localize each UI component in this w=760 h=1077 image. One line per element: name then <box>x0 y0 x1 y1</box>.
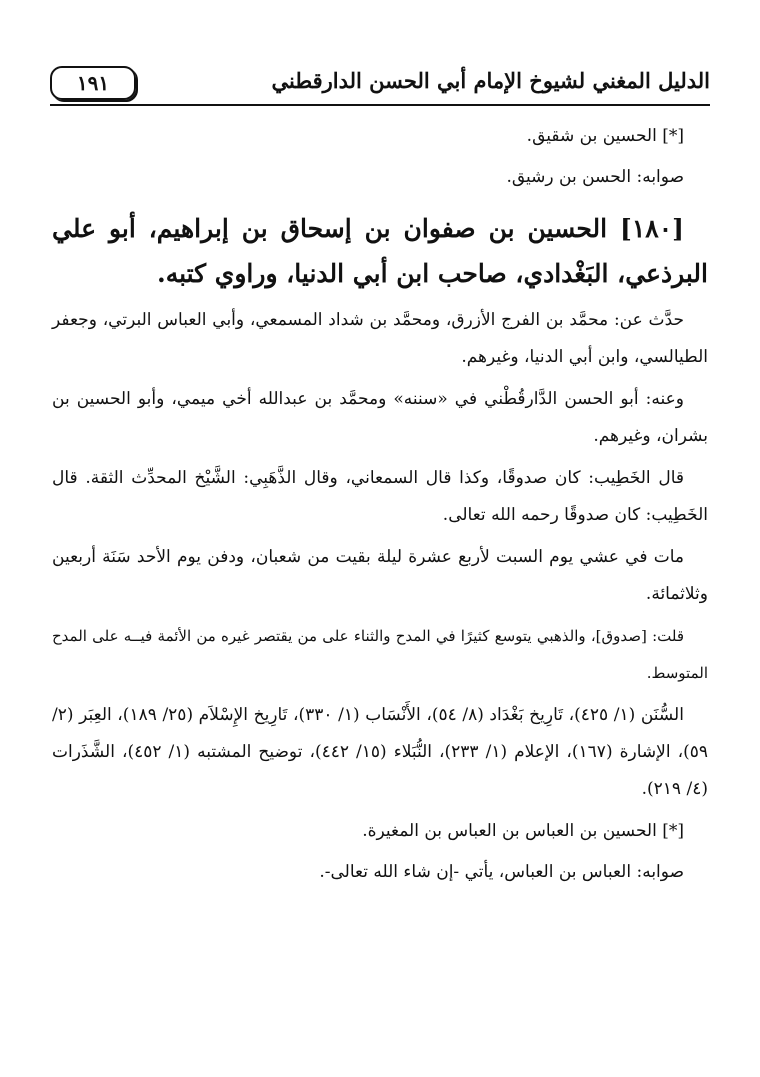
page-body <box>52 118 708 895</box>
sources-list: السُّنَن (١/ ٤٢٥)، تَارِيخ بَغْدَاد (٨/ ٥٤)، الأَنْسَاب (١/ ٣٣٠)، تَارِيخ الإِسْلاَم (٢٥/ ١٨٩)، العِبَر (٢/ ٥٩)، الإشارة (١٦٧)، الإعلام (١/ ٢٣٣)، النُّبَلاء (١٥/ ٤٤٢)، توضيح المشتبه (١/ ٤٥٢)، الشَّذَرات (٤/ ٢١٩). <box>52 705 708 799</box>
running-title: الدليل المغني لشيوخ الإمام أبي الحسن الدارقطني <box>271 68 710 93</box>
cross-reference-note-2: [*] الحسين بن العباس بن العباس بن المغيرة. <box>362 821 684 841</box>
teachers-paragraph: حدَّث عن: محمَّد بن الفرج الأزرق، ومحمَّد بن شداد المسمعي، وأبي العباس البرتي، وجعفر الطيالسي، وابن أبي الدنيا، وغيرهم. <box>52 310 708 367</box>
page-number: ١٩١ <box>50 66 136 100</box>
correction-note: صوابه: الحسن بن رشيق. <box>506 167 684 187</box>
author-comment: قلت: [صدوق]، والذهبي يتوسع كثيرًا في المدح والثناء على من يقتصر غيره من الأئمة فيــه على المدح المتوسط. <box>52 627 708 682</box>
students-paragraph: وعنه: أبو الحسن الدَّارقُطْني في «سننه» ومحمَّد بن عبدالله أخي ميمي، وأبو الحسين بن بشران، وغيرهم. <box>52 389 708 446</box>
grading-paragraph: قال الخَطِيب: كان صدوقًا، وكذا قال السمعاني، وقال الذَّهَبِي: الشَّيْخ المحدِّث الثقة. قال الخَطِيب: كان صدوقًا رحمه الله تعالى. <box>52 468 708 525</box>
death-paragraph: مات في عشي يوم السبت لأربع عشرة ليلة بقيت من شعبان، ودفن يوم الأحد سَنَة أربعين وثلاثمائة. <box>52 547 708 604</box>
entry-heading: [١٨٠] الحسين بن صفوان بن إسحاق بن إبراهيم، أبو علي البرذعي، البَغْدادي، صاحب ابن أبي الدنيا، وراوي كتبه. <box>52 214 708 288</box>
cross-reference-note: [*] الحسين بن شقيق. <box>526 126 684 146</box>
correction-note-2: صوابه: العباس بن العباس، يأتي -إن شاء الله تعالى-. <box>319 862 684 882</box>
page-header <box>50 62 710 106</box>
header-rule <box>50 104 710 106</box>
